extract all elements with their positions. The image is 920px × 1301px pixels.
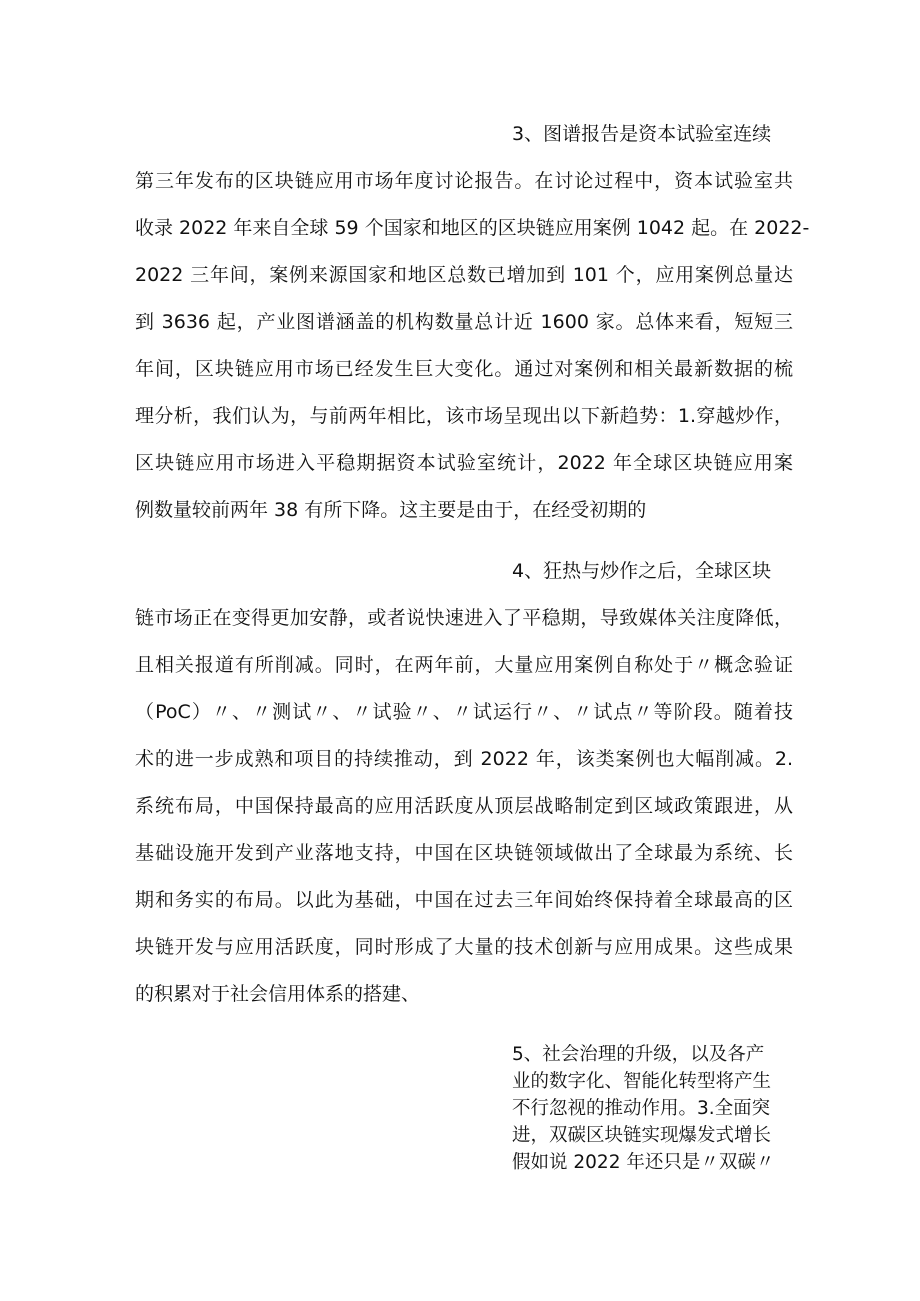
section-4-line-8: 块链开发与应用活跃度，同时形成了大量的技术创新与应用成果。这些成果	[135, 936, 793, 958]
section-3-line-4: 到 3636 起，产业图谱涵盖的机构数量总计近 1600 家。总体来看，短短三	[135, 311, 793, 333]
section-4-heading: 4、狂热与炒作之后，全球区块	[512, 560, 772, 582]
section-3-line-8: 例数量较前两年 38 有所下降。这主要是由于，在经受初期的	[135, 499, 647, 521]
section-3-line-6: 理分析，我们认为，与前两年相比，该市场呈现出以下新趋势：1.穿越炒作，	[135, 405, 793, 427]
section-4-line-3: （PoC）〃、〃测试〃、〃试验〃、〃试运行〃、〃试点〃等阶段。随着技	[135, 701, 793, 723]
section-3-line-2: 收录 2022 年来自全球 59 个国家和地区的区块链应用案例 1042 起。在 2022-	[135, 217, 810, 239]
section-4-line-7: 期和务实的布局。以此为基础，中国在过去三年间始终保持着全球最高的区	[135, 889, 793, 911]
section-3-line-3: 2022 三年间，案例来源国家和地区总数已增加到 101 个，应用案例总量达	[135, 264, 793, 286]
section-4-line-9: 的积累对于社会信用体系的搭建、	[135, 983, 421, 1005]
section-4-line-2: 且相关报道有所削减。同时，在两年前，大量应用案例自称处于〃概念验证	[135, 654, 793, 676]
section-4-line-4: 术的进一步成熟和项目的持续推动，到 2022 年，该类案例也大幅削减。2.	[135, 748, 793, 770]
section-5-line-2: 业的数字化、智能化转型将产生	[512, 1071, 772, 1092]
section-5-line-1: 5、社会治理的升级，以及各产	[512, 1044, 765, 1065]
section-4-line-1: 链市场正在变得更加安静，或者说快速进入了平稳期，导致媒体关注度降低，	[135, 607, 793, 629]
section-3-line-7: 区块链应用市场进入平稳期据资本试验室统计，2022 年全球区块链应用案	[135, 452, 793, 474]
section-5-line-3: 不行忽视的推动作用。3.全面突	[512, 1098, 771, 1119]
section-4-line-6: 基础设施开发到产业落地支持，中国在区块链领域做出了全球最为系统、长	[135, 842, 793, 864]
section-3-line-1: 第三年发布的区块链应用市场年度讨论报告。在讨论过程中，资本试验室共	[135, 170, 793, 192]
section-5-line-4: 进，双碳区块链实现爆发式增长	[512, 1125, 772, 1146]
section-3-heading: 3、图谱报告是资本试验室连续	[512, 123, 772, 145]
section-4-line-5: 系统布局，中国保持最高的应用活跃度从顶层战略制定到区域政策跟进，从	[135, 795, 793, 817]
section-3-line-5: 年间，区块链应用市场已经发生巨大变化。通过对案例和相关最新数据的梳	[135, 358, 793, 380]
section-5-line-5: 假如说 2022 年还只是〃双碳〃	[512, 1152, 775, 1173]
